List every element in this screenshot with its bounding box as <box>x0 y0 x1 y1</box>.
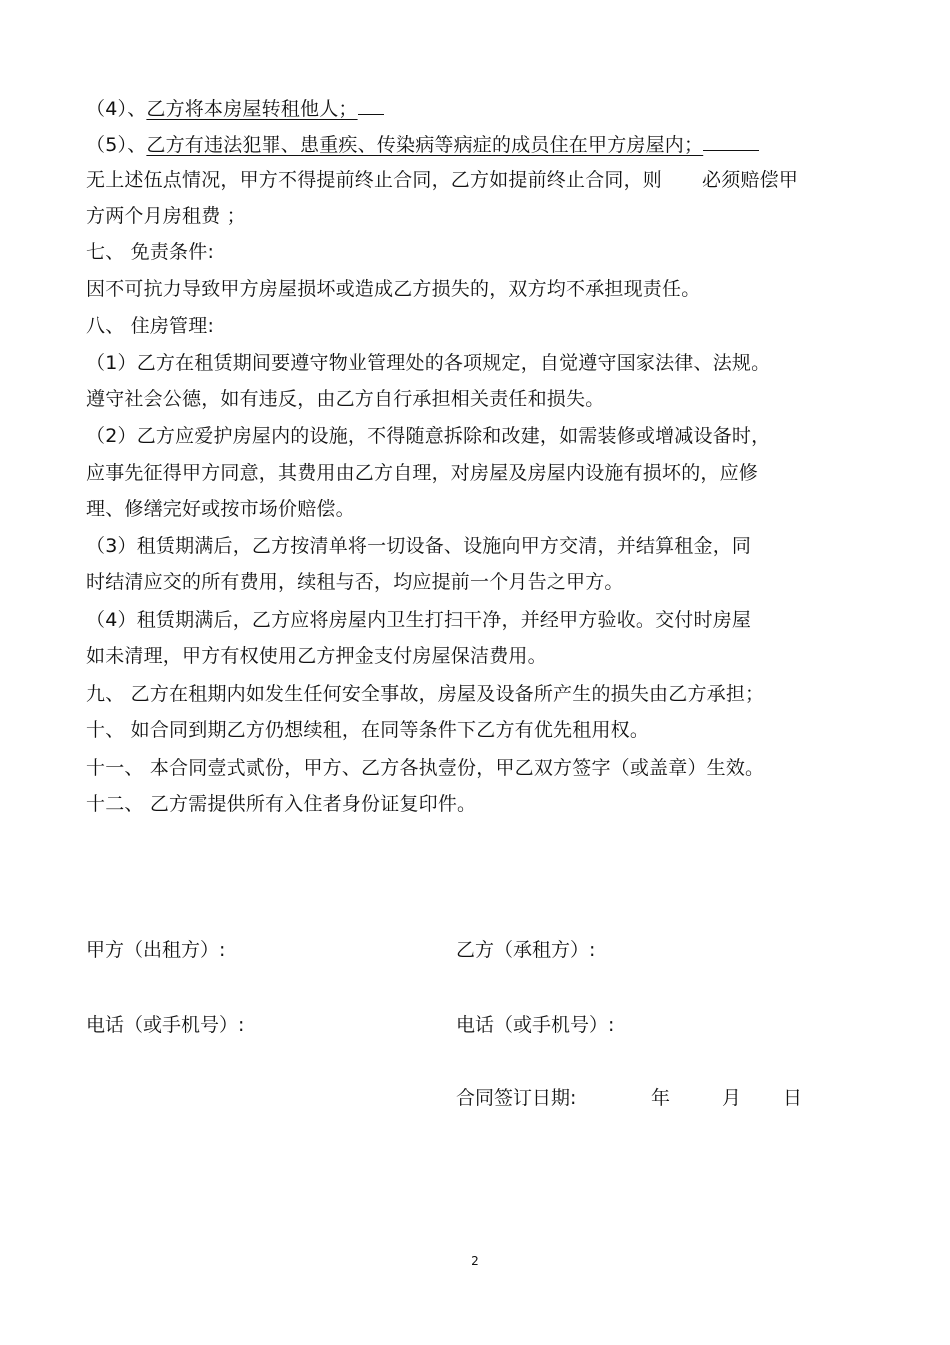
party-a-label: 甲方（出租方）: <box>86 939 226 961</box>
clause-item-5-text: 乙方有违法犯罪、患重疾、传染病等病症的成员住在甲方房屋内； <box>146 134 704 156</box>
section-8-2-line-2: 应事先征得甲方同意，其费用由乙方自理，对房屋及房屋内设施有损坏的，应修 <box>86 462 759 484</box>
penalty-text-b: 必须赔偿甲 <box>702 169 799 191</box>
section-8-2-line-1: （2）乙方应爱护房屋内的设施，不得随意拆除和改建，如需装修或增减设备时， <box>86 425 771 447</box>
blank-underline <box>703 130 759 151</box>
section-8-3-line-1: （3）租赁期满后，乙方按清单将一切设备、设施向甲方交清，并结算租金，同 <box>86 535 752 557</box>
date-year: 年 <box>651 1087 671 1109</box>
section-8-2-line-3: 理、修缮完好或按市场价赔偿。 <box>86 498 355 520</box>
section-8-title: 八、 住房管理: <box>86 315 215 337</box>
clause-item-4-text: 乙方将本房屋转租他人； <box>146 98 358 120</box>
blank-underline <box>358 94 384 115</box>
party-b-phone-label: 电话（或手机号）: <box>456 1014 615 1036</box>
signing-date-label: 合同签订日期: <box>456 1087 577 1109</box>
section-11: 十一、 本合同壹式贰份，甲方、乙方各执壹份，甲乙双方签字（或盖章）生效。 <box>86 757 765 779</box>
date-month: 月 <box>722 1087 742 1109</box>
clause-item-4-number: （4）、 <box>86 98 147 120</box>
section-8-1-line-2: 遵守社会公德，如有违反，由乙方自行承担相关责任和损失。 <box>86 388 605 410</box>
section-8-4-line-1: （4）租赁期满后，乙方应将房屋内卫生打扫干净，并经甲方验收。交付时房屋 <box>86 609 752 631</box>
section-7-text: 因不可抗力导致甲方房屋损坏或造成乙方损失的，双方均不承担现责任。 <box>86 278 701 300</box>
clause-item-4 <box>86 94 384 121</box>
date-day: 日 <box>783 1087 803 1109</box>
section-8-3-line-2: 时结清应交的所有费用，续租与否，均应提前一个月告之甲方。 <box>86 571 624 593</box>
section-9: 九、 乙方在租期内如发生任何安全事故，房屋及设备所产生的损失由乙方承担； <box>86 683 765 705</box>
penalty-line-1 <box>86 168 798 192</box>
penalty-text-a: 无上述伍点情况，甲方不得提前终止合同，乙方如提前终止合同，则 <box>86 169 663 191</box>
section-7-title: 七、 免责条件: <box>86 241 215 263</box>
section-8-4-line-2: 如未清理，甲方有权使用乙方押金支付房屋保洁费用。 <box>86 645 547 667</box>
party-a-phone-label: 电话（或手机号）: <box>86 1014 245 1036</box>
section-8-1-line-1: （1）乙方在租赁期间要遵守物业管理处的各项规定，自觉遵守国家法律、法规。 <box>86 352 771 374</box>
page-number: 2 <box>471 1254 479 1268</box>
section-10: 十、 如合同到期乙方仍想续租，在同等条件下乙方有优先租用权。 <box>86 719 650 741</box>
penalty-line-2: 方两个月房租费 ； <box>86 205 246 227</box>
section-12: 十二、 乙方需提供所有入住者身份证复印件。 <box>86 793 477 815</box>
clause-item-5-number: （5）、 <box>86 134 147 156</box>
clause-item-5 <box>86 130 759 157</box>
party-b-label: 乙方（承租方）: <box>456 939 596 961</box>
